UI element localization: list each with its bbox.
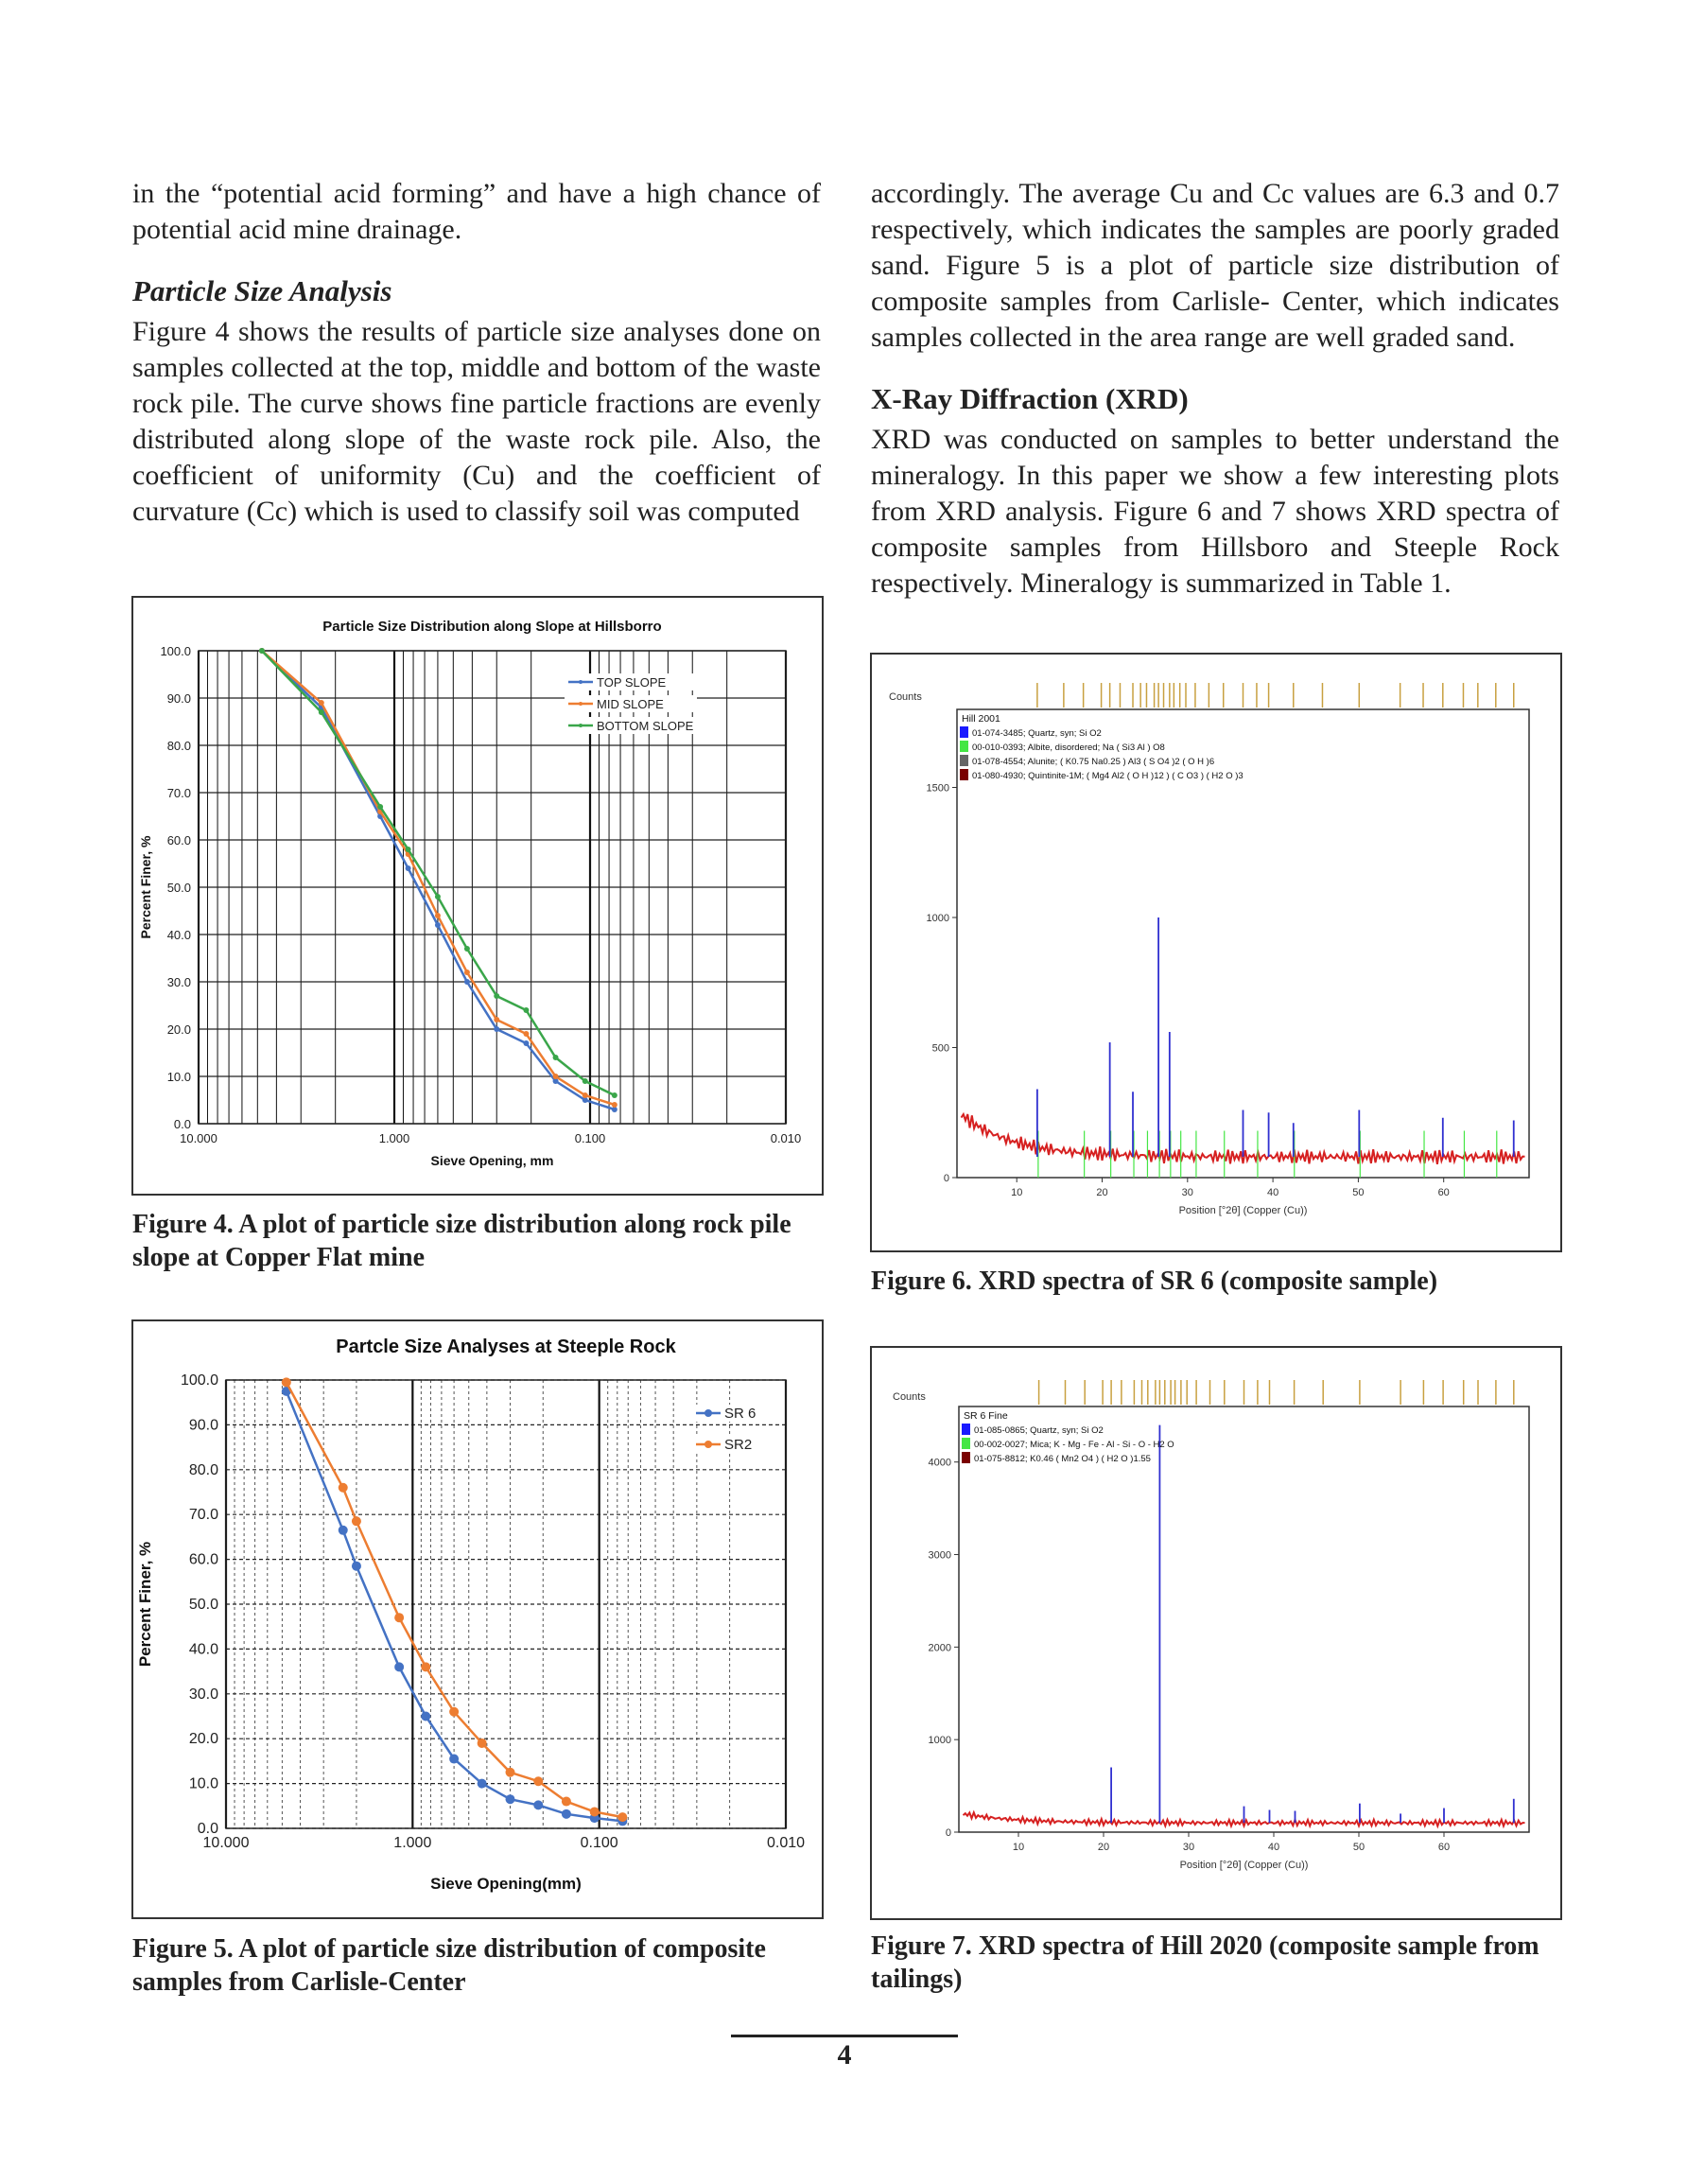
fig5-data-point [449,1755,459,1764]
fig5-data-point [421,1712,430,1721]
fig5-y-tick-label: 30.0 [188,1686,218,1703]
fig7-x-tick-label: 20 [1097,1842,1110,1853]
fig5-data-point [352,1562,361,1571]
fig6-y-axis-label: Counts [889,691,922,703]
fig7-y-axis-label: Counts [893,1391,926,1403]
fig5-y-tick-label: 40.0 [188,1641,218,1658]
fig5-y-axis-label: Percent Finer, % [136,1541,154,1668]
fig5-data-point [339,1526,348,1535]
fig5-x-tick-label: 0.010 [766,1835,806,1851]
fig4-data-point [583,1092,588,1098]
fig4-data-point [523,1007,529,1013]
fig4-data-point [523,1040,529,1046]
fig6-x-tick-label: 10 [1011,1187,1023,1198]
fig4-data-point [494,993,499,999]
fig4-y-axis-label: Percent Finer, % [138,835,153,939]
fig4-data-point [319,700,324,706]
fig7-legend-title: SR 6 Fine [964,1410,1008,1422]
figure-6-caption: Figure 6. XRD spectra of SR 6 (composite sample) [871,1267,1438,1296]
section-heading-xrd: X-Ray Diffraction (XRD) [871,382,1189,415]
fig4-legend [565,673,697,734]
page-number: 4 [837,2039,852,2070]
fig5-data-point [562,1809,571,1819]
fig4-legend-label: BOTTOM SLOPE [597,719,694,733]
fig6-legend-label: 01-080-4930; Quintinite-1M; ( Mg4 Al2 ( O H )12 ) ( C O3 ) ( H2 O )3 [972,771,1244,781]
fig4-data-point [494,1026,499,1032]
fig7-legend-swatch [962,1452,970,1463]
fig4-data-point [553,1074,559,1079]
fig4-legend-label: MID SLOPE [597,697,664,711]
fig5-y-tick-label: 10.0 [188,1775,218,1792]
fig6-legend-swatch [960,755,968,766]
fig4-data-point [406,865,411,871]
fig7-legend-swatch [962,1438,970,1449]
fig5-data-point [533,1776,543,1786]
fig6-x-tick-label: 50 [1352,1187,1365,1198]
figure-6-chart [870,653,1562,1252]
fig5-y-tick-label: 100.0 [180,1372,218,1389]
fig4-y-tick-label: 0.0 [173,1117,191,1131]
fig6-x-tick-label: 60 [1437,1187,1450,1198]
fig4-data-point [435,922,441,928]
fig7-y-tick-label: 2000 [928,1642,951,1654]
fig4-data-point [259,648,265,654]
fig5-y-tick-label: 90.0 [188,1417,218,1434]
fig6-x-tick-label: 20 [1096,1187,1108,1198]
left-paragraph-2: Figure 4 shows the results of particle size analyses done on samples collected at the top, middle and bottom of the waste rock pile. The curve shows fine particle fractions are evenly distributed along slope of the waste rock pile. Also, the coefficient of uniformity (Cu) and the coefficient of curvature (Cc) which is used to classify soil was computed [132,316,821,527]
fig5-y-tick-label: 20.0 [188,1731,218,1748]
fig7-x-tick-label: 30 [1182,1842,1195,1853]
fig4-y-tick-label: 90.0 [166,691,191,706]
fig7-x-axis-label: Position [°2θ] (Copper (Cu)) [1179,1860,1309,1871]
fig5-data-point [352,1516,361,1526]
fig5-data-point [562,1797,571,1807]
fig4-data-point [319,709,324,715]
fig4-data-point [435,894,441,900]
fig5-data-point [478,1738,487,1748]
right-paragraph-2: XRD was conducted on samples to better understand the mineralogy. In this paper we show a few interesting plots from XRD analysis. Figure 6 and 7 shows XRD spectra of composite samples from Hillsboro and Steeple Rock respectively. Mineralogy is summarized in Table 1. [871,424,1559,599]
fig4-y-tick-label: 30.0 [166,975,191,989]
fig4-data-point [612,1092,617,1098]
fig4-x-tick-label: 1.000 [378,1131,410,1145]
fig5-y-tick-label: 50.0 [188,1597,218,1613]
right-paragraph-1: accordingly. The average Cu and Cc values are 6.3 and 0.7 respectively, which indicates the samples are poorly graded sand. Figure 5 is a plot of particle size distribution of composite samples from Carlisle- Center, which indicates samples collected in the area range are well graded sand. [871,178,1559,353]
fig5-legend-marker [704,1409,712,1417]
fig7-y-tick-label: 1000 [928,1735,951,1747]
fig7-x-tick-label: 10 [1012,1842,1025,1853]
fig5-y-tick-label: 80.0 [188,1461,218,1478]
fig4-grid [199,651,786,1124]
figure-4-caption: Figure 4. A plot of particle size distribution along rock pile slope at Copper Flat mine [132,1210,791,1272]
fig4-y-tick-label: 60.0 [166,833,191,847]
fig6-x-axis-label: Position [°2θ] (Copper (Cu)) [1178,1205,1308,1216]
fig6-legend-swatch [960,726,968,738]
fig4-data-point [523,1031,529,1037]
fig5-x-axis-label: Sieve Opening(mm) [430,1875,582,1893]
fig4-data-point [406,847,411,852]
fig6-y-tick-label: 1500 [926,782,949,795]
fig6-legend-swatch [960,769,968,780]
fig6-legend-title: Hill 2001 [962,713,1000,725]
fig4-data-point [435,913,441,918]
fig5-legend-marker [704,1441,712,1448]
right-column [871,176,1559,602]
fig7-legend-swatch [962,1424,970,1435]
fig4-data-point [553,1055,559,1060]
fig7-reference-sticks [1039,1380,1514,1405]
fig5-legend [692,1405,775,1453]
figure-7-svg [872,1348,1560,1918]
fig5-x-tick-label: 1.000 [393,1835,432,1851]
fig4-data-point [583,1078,588,1084]
left-paragraph-1: in the “potential acid forming” and have a high chance of potential acid mine drainage. [132,178,821,245]
fig7-x-tick-label: 50 [1352,1842,1365,1853]
fig4-y-tick-label: 10.0 [166,1070,191,1084]
fig5-title: Partcle Size Analyses at Steeple Rock [336,1337,676,1357]
fig4-legend-label: TOP SLOPE [597,675,667,690]
fig7-x-tick-label: 60 [1437,1842,1451,1853]
section-heading-particle-size: Particle Size Analysis [132,274,392,307]
fig4-data-point [377,804,383,810]
fig4-x-axis-label: Sieve Opening, mm [430,1153,554,1168]
fig7-plot-frame [959,1406,1529,1832]
fig4-x-tick-label: 0.100 [574,1131,606,1145]
fig7-legend-label: 00-002-0027; Mica; K - Mg - Fe - Al - Si - O - H2 O [974,1440,1174,1450]
fig5-y-tick-label: 0.0 [197,1821,218,1837]
fig4-legend-marker [579,724,583,727]
fig5-data-point [339,1483,348,1493]
fig5-data-point [449,1707,459,1717]
fig4-y-tick-label: 40.0 [166,928,191,942]
fig4-legend-marker [579,702,583,706]
fig4-data-point [464,979,470,985]
fig5-legend-label: SR 6 [724,1406,757,1422]
fig6-legend-swatch [960,741,968,752]
fig7-y-tick-label: 0 [945,1827,951,1839]
left-column [132,176,821,530]
fig7-y-tick-label: 3000 [928,1549,951,1562]
fig5-data-point [394,1613,404,1622]
fig5-data-point [617,1812,627,1822]
fig5-data-point [533,1800,543,1809]
figure-4-svg [133,598,822,1194]
fig7-x-tick-label: 40 [1267,1842,1280,1853]
fig4-y-tick-label: 20.0 [166,1022,191,1037]
fig7-legend-label: 01-085-0865; Quartz, syn; Si O2 [974,1425,1104,1436]
figure-6-svg [872,655,1560,1250]
fig6-reference-sticks [1037,683,1514,708]
fig4-data-point [612,1102,617,1108]
fig5-x-tick-label: 10.000 [202,1835,250,1851]
fig5-data-point [506,1768,515,1777]
fig4-title: Particle Size Distribution along Slope at Hillsborro [322,619,662,635]
fig5-data-point [506,1794,515,1804]
footer-rule [731,2035,958,2037]
fig4-x-tick-label: 10.000 [180,1131,217,1145]
fig4-legend-marker [579,680,583,684]
fig6-legend-label: 01-078-4554; Alunite; ( K0.75 Na0.25 ) Al3 ( S O4 )2 ( O H )6 [972,757,1215,767]
fig5-y-tick-label: 60.0 [188,1551,218,1568]
fig4-data-point [464,970,470,975]
figure-4-chart [131,596,824,1196]
fig6-x-tick-label: 30 [1181,1187,1193,1198]
fig4-y-tick-label: 80.0 [166,739,191,753]
fig4-x-tick-label: 0.010 [770,1131,802,1145]
fig5-legend-label: SR2 [724,1437,753,1453]
fig4-data-point [494,1017,499,1022]
fig7-y-tick-label: 4000 [928,1457,951,1469]
fig6-y-tick-label: 1000 [926,913,949,924]
fig5-series-line-1 [287,1382,623,1817]
fig6-y-tick-label: 500 [931,1042,949,1055]
figure-7-chart [870,1346,1562,1920]
fig5-data-point [478,1779,487,1789]
fig5-x-tick-label: 0.100 [580,1835,618,1851]
figure-5-svg [133,1321,822,1917]
fig6-legend-label: 01-074-3485; Quartz, syn; Si O2 [972,728,1102,739]
fig6-legend-label: 00-010-0393; Albite, disordered; Na ( Si3 Al ) O8 [972,743,1165,753]
figure-5-caption: Figure 5. A plot of particle size distribution of composite samples from Carlisle-Center [132,1934,766,1997]
fig5-y-tick-label: 70.0 [188,1507,218,1524]
fig4-y-tick-label: 70.0 [166,786,191,800]
fig5-data-point [282,1377,291,1387]
fig4-data-point [464,946,470,952]
fig4-y-tick-label: 100.0 [160,644,191,658]
fig6-y-tick-label: 0 [943,1173,949,1184]
fig5-data-point [421,1662,430,1671]
fig6-x-tick-label: 40 [1266,1187,1279,1198]
fig5-data-point [590,1807,600,1816]
figure-5-chart [131,1319,824,1919]
fig7-legend-label: 01-075-8812; K0.46 ( Mn2 O4 ) ( H2 O )1.55 [974,1454,1151,1464]
fig4-y-tick-label: 50.0 [166,881,191,895]
figure-7-caption: Figure 7. XRD spectra of Hill 2020 (composite sample from tailings) [871,1931,1539,1994]
fig5-data-point [394,1662,404,1671]
